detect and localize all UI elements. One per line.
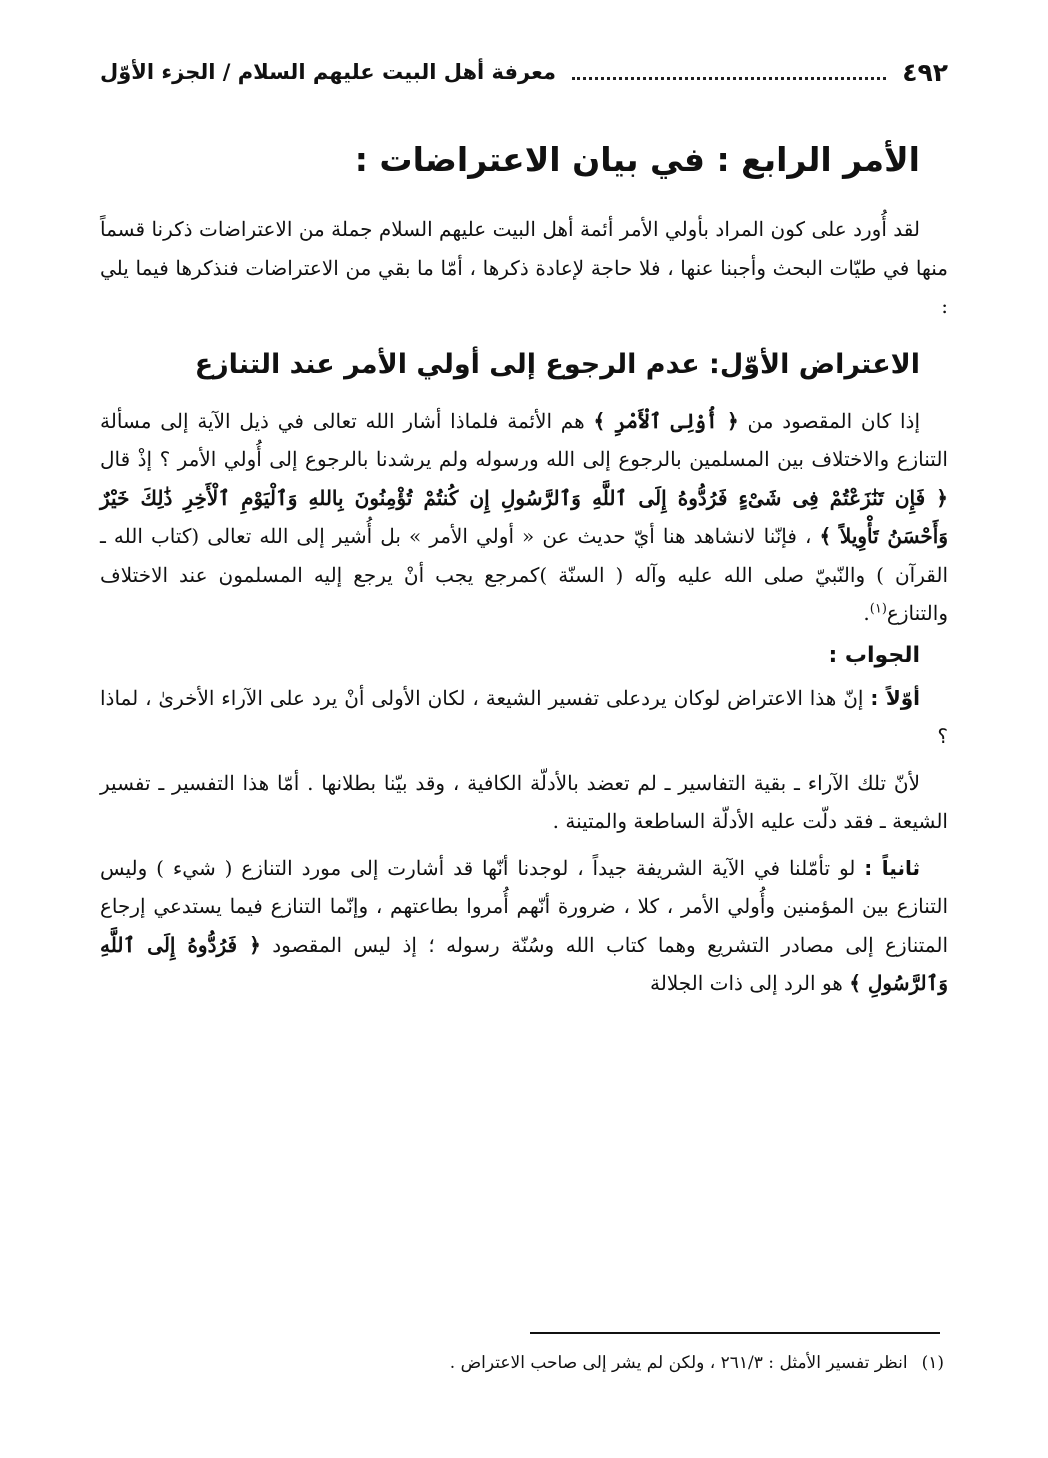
answer-second-lead: ثانياً :	[864, 855, 920, 880]
page-header	[100, 52, 948, 92]
footnote-reference: (١)	[869, 601, 887, 617]
answer-label: الجواب :	[828, 642, 920, 668]
answer-second-paragraph	[100, 849, 948, 1003]
answer-first-detail: لأنّ تلك الآراء ـ بقية التفاسير ـ لم تعضد بالأدلّة الكافية ، وقد بيّنا بطلانها . أمّا هذا التفسير ـ تفسير الشيعة ـ فقد دلّت عليه الأدلّة الساطعة والمتينة .	[100, 770, 948, 833]
objection-text-1: إذا كان المقصود من	[747, 408, 921, 433]
page-number: ٤٩٢	[902, 57, 948, 87]
answer-first-paragraph	[100, 679, 948, 756]
answer-first-lead: أوّلاً :	[870, 685, 920, 710]
footnote-marker: (١)	[921, 1353, 944, 1373]
running-title: معرفة أهل البيت عليهم السلام / الجزء الأوّل	[100, 60, 556, 84]
objection-text-3: ، فإنّنا لانشاهد هنا أيّ حديث عن « أولي الأمر » بل أُشير إلى الله تعالى (كتاب الله ـ القرآن ) والنّبيّ صلى الله عليه وآله ( السنّة )كمرجع يجب أنْ يرجع إليه المسلمون عند الاختلاف والتنازع	[100, 524, 948, 625]
page-body	[100, 130, 948, 1003]
objection-text-2: هم الأئمة فلماذا أشار الله تعالى في ذيل الآية إلى مسألة التنازع والاختلاف بين المسلمين بالرجوع إلى الله ورسوله ولم يرشدنا بالرجوع إلى أُولي الأمر ؟ إذْ قال	[100, 408, 948, 471]
answer-first-text: إنّ هذا الاعتراض لوكان يردعلى تفسير الشيعة ، لكان الأولى أنْ يرد على الآراء الأخرىٰ ، لماذا ؟	[100, 685, 948, 748]
objection-paragraph	[100, 402, 948, 633]
answer-second-text-1: لو تأمّلنا في الآية الشريفة جيداً ، لوجدنا أنّها قد أشارت إلى مورد التنازع ( شيء ) وليس التنازع بين المؤمنين وأُولي الأمر ، كلا ، ضرورة أنّهم أُمروا بطاعتهم ، وإنّما التنازع فيما يستدعي إرجاع المتنازع إلى مصادر التشريع وهما كتاب الله وسُنّة رسوله ؛ إذ ليس المقصود	[100, 855, 949, 957]
objection-title: الاعتراض الأوّل: عدم الرجوع إلى أولي الأمر عند التنازع	[194, 348, 920, 380]
objection-end: .	[863, 601, 870, 625]
section-title: الأمر الرابع : في بيان الاعتراضات :	[354, 140, 920, 179]
quran-verse-2: ﴿ فَإِن تَنَٰزَعْتُمْ فِى شَىْءٍ فَرُدُّوهُ إِلَى ٱللَّهِ وَٱلرَّسُولِ إِن كُنتُمْ تُؤْمِنُونَ بِاللهِ وَٱلْيَوْمِ ٱلْأَخِرِ ذَٰلِكَ خَيْرٌ وَأَحْسَنُ تَأْوِيلاً ﴾	[100, 485, 948, 548]
quran-verse-3: ﴿ فَرُدُّوهُ إِلَى ٱللَّهِ وَٱلرَّسُولِ ﴾	[100, 932, 948, 995]
footnote	[100, 1346, 944, 1380]
answer-second-text-2: هو الرد إلى ذات الجلالة	[650, 971, 843, 995]
header-dot-leader	[572, 77, 886, 80]
intro-paragraph: لقد أُورد على كون المراد بأولي الأمر أئمة أهل البيت عليهم السلام جملة من الاعتراضات ذكرنا قسماً منها في طيّات البحث وأجبنا عنها ، فلا حاجة لإعادة ذكرها ، أمّا ما بقي من الاعتراضات فنذكرها فيما يلي :	[100, 217, 948, 318]
footnote-text: انظر تفسير الأمثل : ٢٦١/٣ ، ولكن لم يشر إلى صاحب الاعتراض .	[449, 1353, 908, 1373]
quran-verse-1: ﴿ أُوْلِى ٱلْأَمْرِ ﴾	[593, 408, 739, 433]
footnote-separator	[530, 1332, 940, 1334]
